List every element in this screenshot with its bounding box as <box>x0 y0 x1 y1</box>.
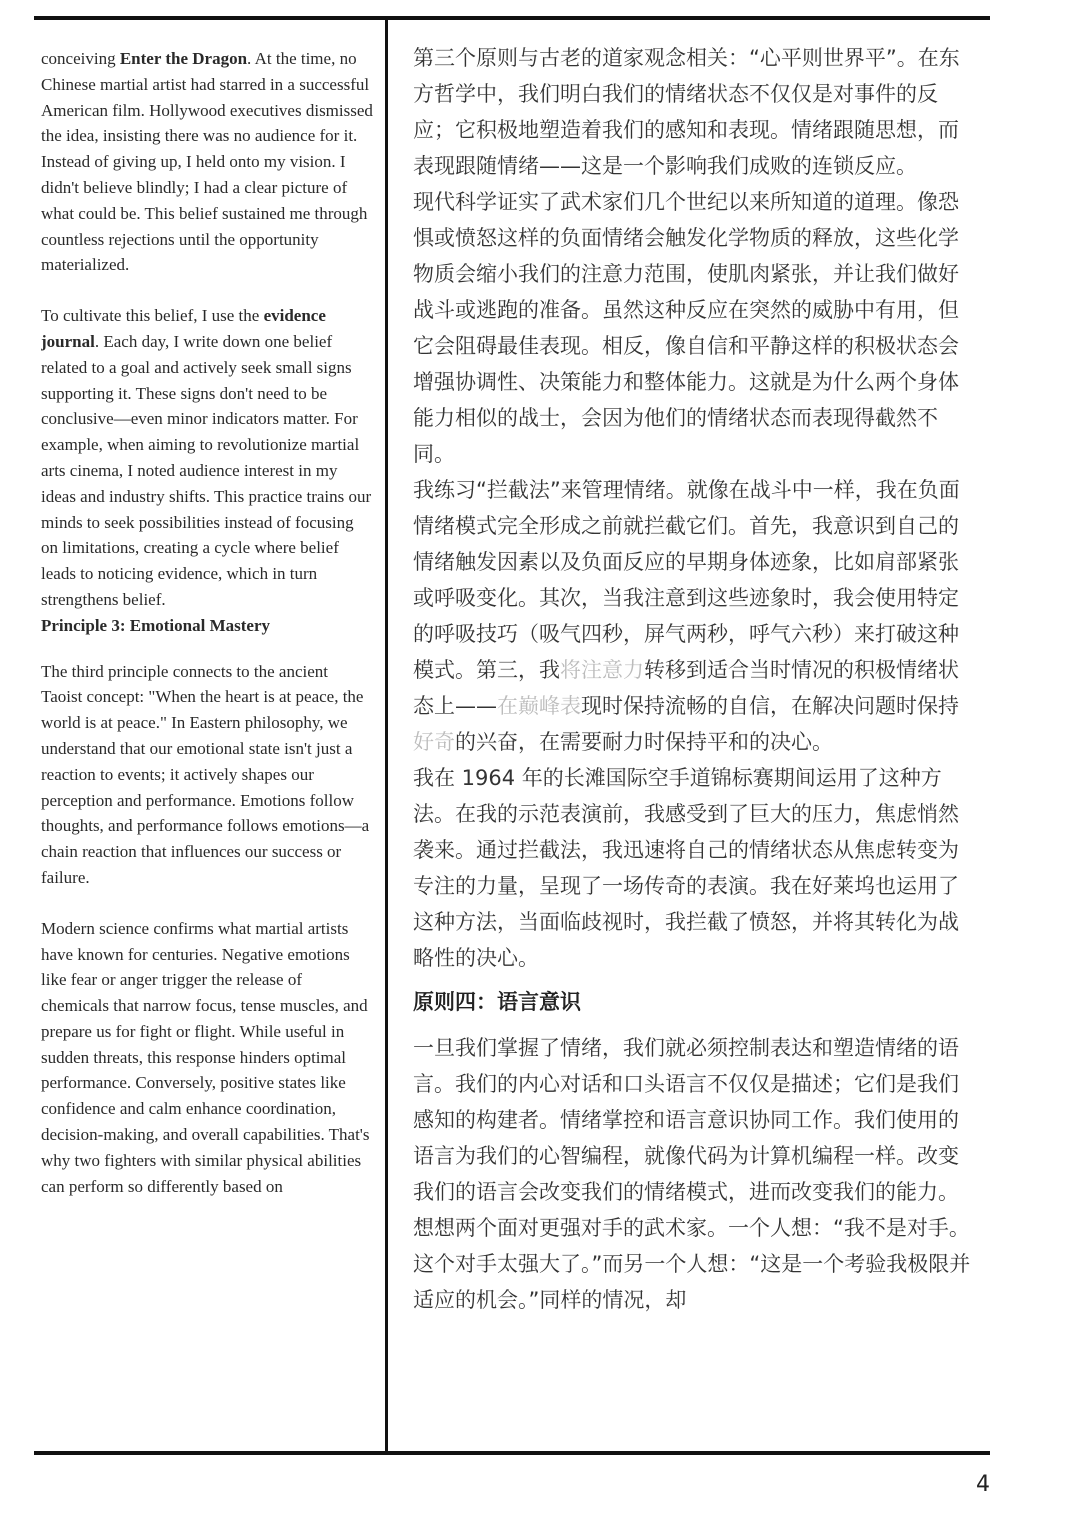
paragraph-evidence-journal: To cultivate this belief, I use the evidence journal. Each day, I write down one belief related to a goal and actively seek small signs supporting it. These signs don't need to be conclusive—even minor indicators matter. For example, when aiming to revolutionize martial arts cinema, I noted audience interest in my ideas and industry shifts. This practice trains our minds to seek possibilities instead of focusing on limitations, creating a cycle where belief leads to noticing evidence, which in turn strengthens belief. <box>41 306 372 609</box>
top-rule <box>34 16 990 20</box>
paragraph-taoist-concept: The third principle connects to the ancient Taoist concept: "When the heart is at peace, the world is at peace." In Eastern philosophy, we understand that our emotional state isn't just a reaction to events; it actively shapes our perception and performance. Emotions follow thoughts, and performance follows emotions—a chain reaction that influences our success or failure. <box>41 661 370 887</box>
english-column <box>41 46 373 1199</box>
cn-paragraph-two-martial-artists: 想想两个面对更强对手的武术家。一个人想：“我不是对手。这个对手太强大了。”而另一个人想：“这是一个考验我极限并适应的机会。”同样的情况，却 <box>413 1216 971 1312</box>
page-number: 4 <box>976 1472 990 1497</box>
cn-paragraph-interception: 我练习“拦截法”来管理情绪。就像在战斗中一样，我在负面情绪模式完全形成之前就拦截它们。首先，我意识到自己的情绪触发因素以及负面反应的早期身体迹象，比如肩部紧张或呼吸变化。其次，当我注意到这些迹象时，我会使用特定的呼吸技巧（吸气四秒，屏气两秒，呼气六秒）来打破这种模式。第三，我将注意力转移到适合当时情况的积极情绪状态上——在巅峰表现时保持流畅的自信，在解决问题时保持好奇的兴奋，在需要耐力时保持平和的决心。 <box>413 478 960 754</box>
chinese-column <box>413 40 973 1318</box>
cn-paragraph-long-beach: 我在 1964 年的长滩国际空手道锦标赛期间运用了这种方法。在我的示范表演前，我感受到了巨大的压力，焦虑悄然袭来。通过拦截法，我迅速将自己的情绪状态从焦虑转变为专注的力量，呈现了一场传奇的表演。我在好莱坞也运用了这种方法，当面临歧视时，我拦截了愤怒，并将其转化为战略性的决心。 <box>413 766 959 970</box>
film-title: Enter the Dragon <box>119 49 248 68</box>
paragraph-enter-the-dragon: conceiving Enter the Dragon. At the time, no Chinese martial artist had starred in a successful American film. Hollywood executives dismissed the idea, insisting there was no audience for it. Instead of giving up, I held onto my vision. I didn't believe blindly; I had a clear picture of what could be. This belief sustained me through countless rejections until the opportunity materialized. <box>41 49 373 275</box>
evidence-journal-term: evidence journal <box>41 306 326 351</box>
cn-paragraph-language: 一旦我们掌握了情绪，我们就必须控制表达和塑造情绪的语言。我们的内心对话和口头语言不仅仅是描述；它们是我们感知的构建者。情绪掌控和语言意识协同工作。我们使用的语言为我们的心智编程，就像代码为计算机编程一样。改变我们的语言会改变我们的情绪模式，进而改变我们的能力。 <box>413 1036 959 1204</box>
paragraph-modern-science: Modern science confirms what martial artists have known for centuries. Negative emotions like fear or anger trigger the release of chemicals that narrow focus, tense muscles, and prepare us for fight or flight. While useful in sudden threats, this response hinders optimal performance. Conversely, positive states like confidence and calm enhance coordination, decision-making, and overall capabilities. That's why two fighters with similar physical abilities can perform so differently based on <box>41 918 370 1196</box>
column-divider <box>385 18 388 1453</box>
cn-principle-4-heading: 原则四：语言意识 <box>413 990 581 1014</box>
cn-paragraph-science: 现代科学证实了武术家们几个世纪以来所知道的道理。像恐惧或愤怒这样的负面情绪会触发化学物质的释放，这些化学物质会缩小我们的注意力范围，使肌肉紧张，并让我们做好战斗或逃跑的准备。虽然这种反应在突然的威胁中有用，但它会阻碍最佳表现。相反，像自信和平静这样的积极状态会增强协调性、决策能力和整体能力。这就是为什么两个身体能力相似的战士，会因为他们的情绪状态而表现得截然不同。 <box>413 190 959 466</box>
bottom-rule <box>34 1451 990 1455</box>
cn-paragraph-taoist: 第三个原则与古老的道家观念相关：“心平则世界平”。在东方哲学中，我们明白我们的情绪状态不仅仅是对事件的反应；它积极地塑造着我们的感知和表现。情绪跟随思想，而表现跟随情绪——这是一个影响我们成败的连锁反应。 <box>413 46 960 178</box>
principle-3-heading: Principle 3: Emotional Mastery <box>41 615 270 635</box>
